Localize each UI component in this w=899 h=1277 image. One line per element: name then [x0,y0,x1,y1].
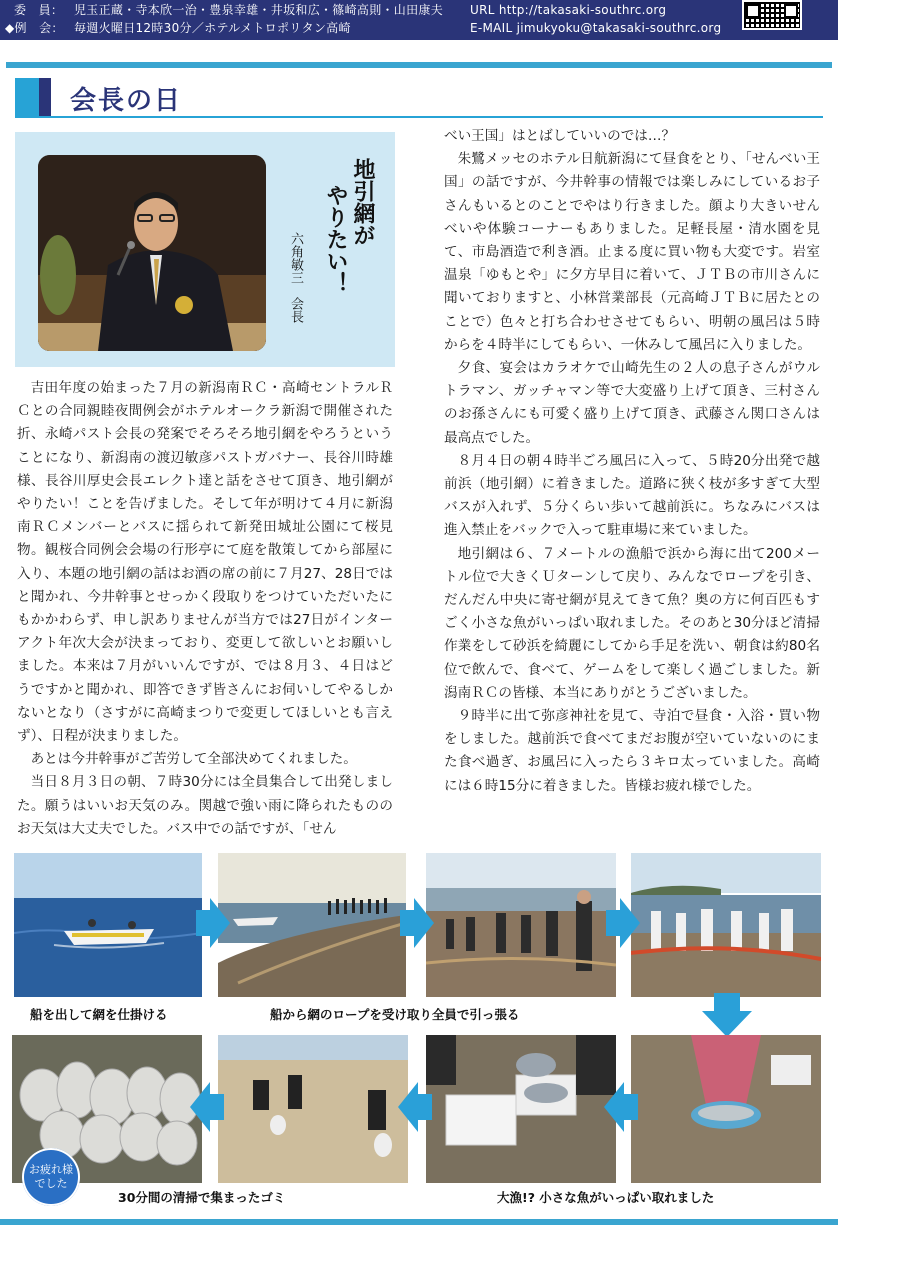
paragraph: 夕食、宴会はカラオケで山崎先生の２人の息子さんがウルトラマン、ガッチャマン等で大変盛り上げて頂き、三村さんのお孫さんにも可愛く盛り上げて頂き、武藤さん関口さんは最高点でした。 [444,360,820,446]
photo-crowd-net [631,853,821,997]
paragraph: ８月４日の朝４時半ごろ風呂に入って、５時20分出発で越前浜（地引網）に着きました。道路に狭く枝が多すぎて大型バスが入れず、５分くらい歩いて越前浜に。ちなみにバスは進入禁止をバックで入って駐車場に来ていました。 [444,452,820,539]
paragraph: ９時半に出て弥彦神社を見て、寺泊で昼食・入浴・買い物をしました。越前浜で食べてまだお腹が空いていないのにまた食べ過ぎ、お風呂に入ったら３キロ太っていました。高崎には６時15分に着きました。皆様お疲れ様でした。 [444,708,820,794]
club-url[interactable]: URL http://takasaki-southrc.org [470,3,667,17]
headline-line2: やりたい！ [323,184,349,294]
photo-net-fish [631,1035,821,1183]
arrow-left-icon [190,1082,224,1132]
meeting-label: ◆例 会： [5,21,64,35]
bottom-rule [0,1219,838,1225]
badge-line2: でした [34,1177,68,1190]
title-underline [15,116,823,118]
paragraph: 吉田年度の始まった７月の新潟南ＲＣ・高崎セントラルＲＣとの合同親睦夜間例会がホテルオークラ新潟で開催された折、永崎パスト会長の発案でそろそろ地引網をやろうということになり、新潟南の渡辺敏彦パストガバナー、長谷川時雄様、長谷川厚史会長エレクト達と話をさせて頂き、地引網がやりたい！ことを告げました。そして年が明けて４月に新潟南ＲＣメンバーとバスに揺られて新発田城址公園にて桜見物。観桜合同例会会場の行形亭にて庭を散策してから部屋に入り、本題の地引網の話はお酒の席の前に７月27、28日ではと聞かれ、今井幹事とせっかく段取りをつけていただいたにもかかわらず、申し訳ありませんが当方では27日がインターアクト年次大会が決まっており、変更して欲しいとお願いしました。本来は７月がいいんですが、では８月３、４日はどうですかと聞かれ、即答できず皆さんにお伺いしてやるしかないとなり（さすがに高崎まつりで変更してほしいとも言えず）、日程が決まりました。 [17,380,393,745]
members-label: 委 員： [14,3,64,17]
photo-pulling-net [426,853,616,997]
arrow-right-icon [606,898,640,948]
section-title: 会長の日 [70,86,183,116]
caption-boat: 船を出して網を仕掛ける [30,1007,168,1022]
paragraph: 朱鷺メッセのホテル日航新潟にて昼食をとり、「せんべい王国」の話ですが、今井幹事の情報では楽しみにしているお子さんもいるとのことでやはり行きました。顔より大きいせんべいや体験コーナーもありました。足軽長屋・清水園を見て、市島酒造で利き酒。止まる度に買い物も大変です。岩室温泉「ゆもとや」に夕方早目に着いて、ＪＴＢの市川さんに聞いておりますと、小林営業部長（元高崎ＪＴＢに居たとのことで）色々と打ち合わせさせてもらい、明朝の風呂は５時からを４時半にしてもらい、一休みして風呂に入りました。 [444,151,820,353]
club-email[interactable]: E-MAIL jimukyoku@takasaki-southrc.org [470,21,722,35]
article-column-right [444,125,820,798]
photo-beach-rope [218,853,406,997]
otsukare-badge [22,1148,80,1206]
paragraph: 当日８月３日の朝、７時30分には全員集合して出発しました。願うはいいお天気のみ。関越で強い雨に降られたもののお天気は大丈夫でした。バス中での話ですが、「せん [17,774,393,837]
title-accent-block [15,78,39,116]
paragraph: 地引網は６、７メートルの漁船で浜から海に出て200メートル位で大きくＵターンして戻り、みんなでロープを引き、だんだん中央に寄せ網が見えてきて魚？奥の方に何百匹もすごく小さな魚がいっぱい取れました。そのあと30分ほど清掃作業をして砂浜を綺麗にしてから手足を洗い、朝食は約80名位で飲んで、食べて、ゲームをして楽しく過ごしました。新潟南ＲＣの皆様、本当にありがとうございました。 [444,545,820,701]
arrow-down-icon [702,993,752,1037]
badge-line1: お疲れ様 [29,1163,73,1176]
arrow-left-icon [398,1082,432,1132]
meeting-info: 毎週火曜日12時30分／ホテルメトロポリタン高崎 [74,21,351,35]
arrow-right-icon [400,898,434,948]
caption-trash: 30分間の清掃で集まったゴミ [118,1190,286,1205]
photo-catch [426,1035,616,1183]
qr-code-icon[interactable] [742,0,802,30]
photo-boat [14,853,202,997]
headline-line1: 地引網が [350,158,376,246]
newsletter-header [0,0,838,40]
photo-cleanup [218,1035,408,1183]
article-column-left [17,377,393,841]
paragraph: あとは今井幹事がご苦労して全部決めてくれました。 [30,751,357,768]
arrow-right-icon [196,898,230,948]
top-rule [6,62,832,68]
title-accent-block-dark [39,78,51,116]
paragraph: べい王国」はとばしていいのでは…？ [444,128,676,144]
president-portrait [38,155,266,351]
arrow-left-icon [604,1082,638,1132]
caption-catch: 大漁!? 小さな魚がいっぱい取れました [497,1190,715,1205]
caption-rope: 船から網のロープを受け取り全員で引っ張る [270,1007,520,1022]
byline: 六角敏三 会長 [288,232,303,323]
members-list: 児玉正蔵・寺本欣一治・豊泉幸雄・井坂和広・篠崎高則・山田康夫 [74,3,444,17]
